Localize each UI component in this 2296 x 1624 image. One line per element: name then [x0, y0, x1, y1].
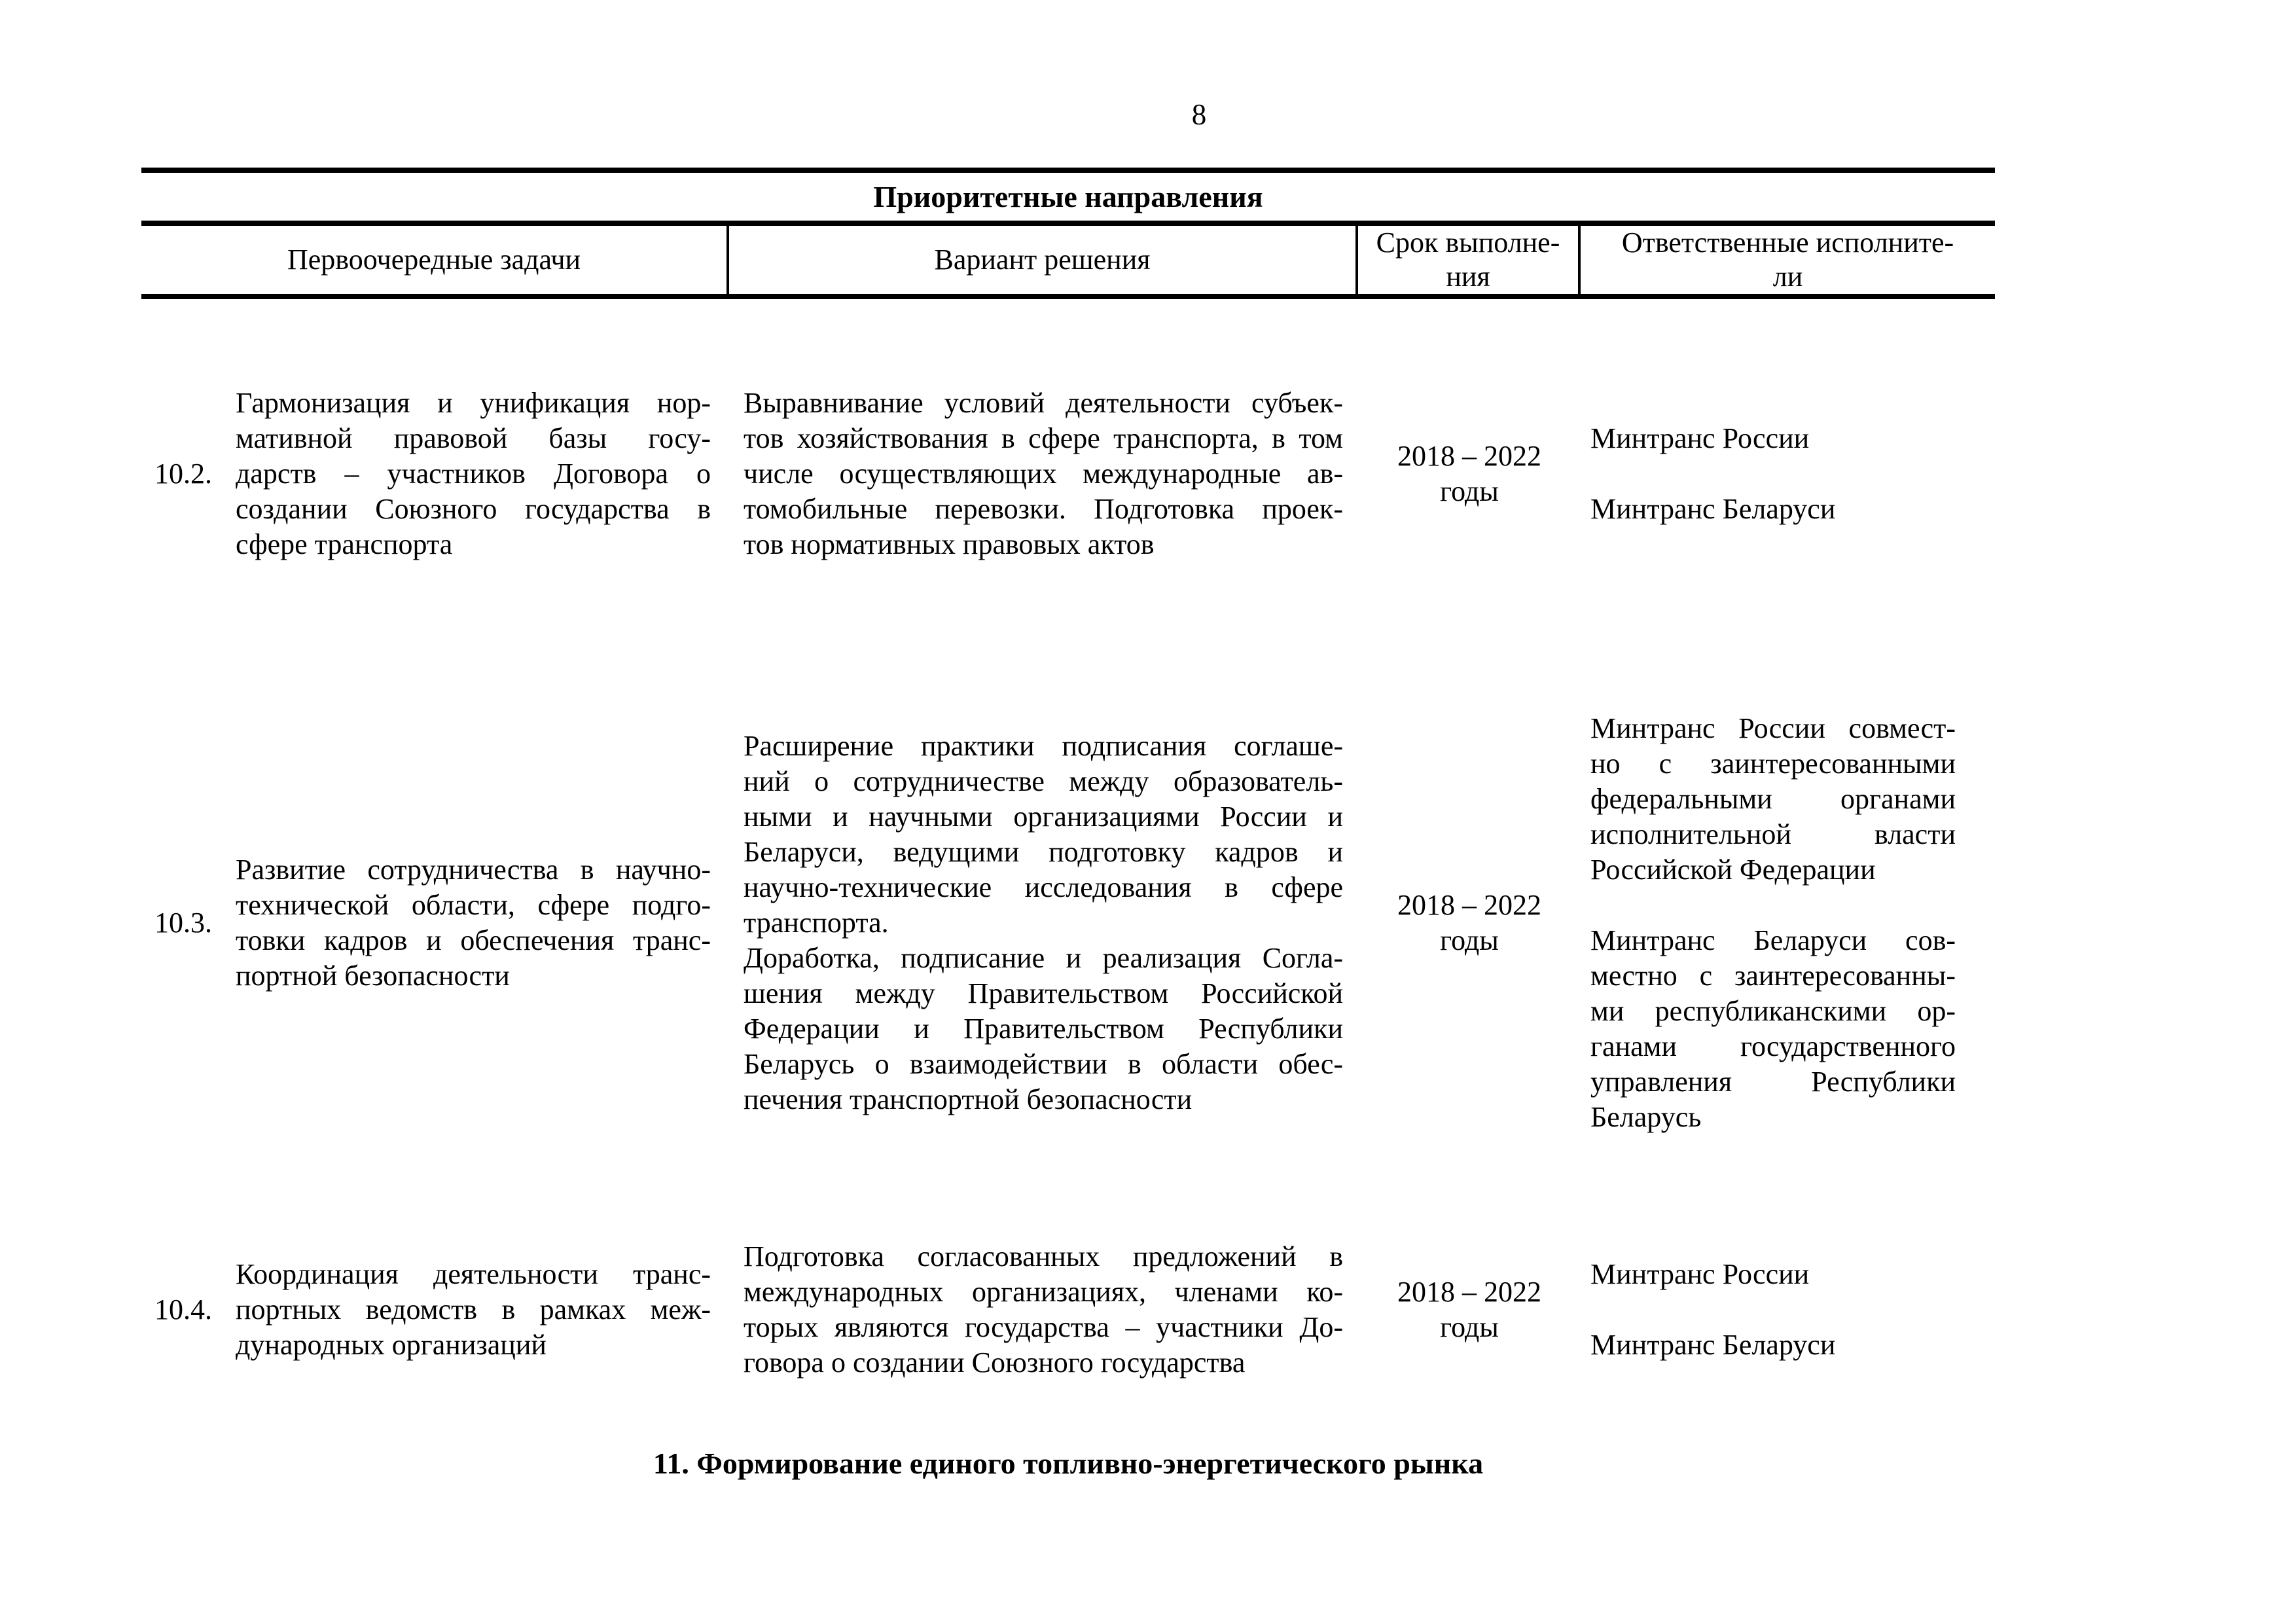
paragraph — [744, 386, 1343, 562]
paragraph — [1590, 1327, 1956, 1363]
text-line: Российской Федерации — [1590, 854, 1876, 886]
text-line: Минтранс Беларуси — [1590, 492, 1836, 525]
text-line: технической области, сфере подго- — [236, 889, 711, 921]
paragraph — [744, 729, 1343, 941]
cell-solution — [729, 299, 1358, 648]
task-text — [236, 852, 729, 994]
paragraph — [1590, 1257, 1956, 1292]
paragraph — [744, 1239, 1343, 1380]
text-line: ганами государственного — [1590, 1030, 1956, 1062]
text-line: торых являются государства – участники До- — [744, 1311, 1343, 1343]
cell-tasks — [141, 648, 729, 1198]
paragraph — [236, 852, 711, 994]
column-header-term — [1358, 226, 1581, 294]
text-line: Минтранс Беларуси — [1590, 1329, 1836, 1361]
paragraph — [1590, 923, 1956, 1135]
cell-tasks — [141, 299, 729, 648]
text-line: ли — [1772, 261, 1803, 293]
page-number: 8 — [1191, 98, 1207, 131]
table-title: Приоритетные направления — [873, 180, 1263, 213]
cell-solution — [729, 648, 1358, 1198]
text-line: 2018 – 2022 — [1397, 439, 1541, 472]
table-row-10-3 — [141, 648, 1995, 1198]
text-line: Минтранс Беларуси сов- — [1590, 924, 1956, 956]
text-line: но с заинтересованными — [1590, 748, 1956, 780]
text-line: научно-технические исследования в сфере — [744, 871, 1343, 903]
text-line: Минтранс России — [1590, 422, 1810, 454]
table-top-rule — [141, 168, 1995, 173]
text-line: годы — [1440, 1311, 1499, 1343]
text-line: Развитие сотрудничества в научно- — [236, 854, 711, 886]
text-line: Гармонизация и унификация нор- — [236, 386, 711, 419]
text-line: числе осуществляющих международные ав- — [744, 457, 1343, 490]
text-line: создании Союзного государства в — [236, 492, 711, 525]
text-line: Срок выполне- — [1376, 226, 1560, 259]
section-heading: 11. Формирование единого топливно-энергетического рынка — [653, 1447, 1484, 1480]
cell-tasks — [141, 1198, 729, 1422]
text-line: 2018 – 2022 — [1397, 1276, 1541, 1308]
header-bottom-rule — [141, 294, 1995, 299]
text-line: шения между Правительством Российской — [744, 977, 1343, 1009]
column-header-tasks — [141, 226, 729, 294]
text-line: местно с заинтересованны- — [1590, 960, 1956, 992]
text-line: 2018 – 2022 — [1397, 889, 1541, 921]
cell-term — [1358, 648, 1581, 1198]
task-text — [236, 386, 729, 562]
cell-term — [1358, 1198, 1581, 1422]
table-header-row — [141, 226, 1995, 294]
column-header-solution — [729, 226, 1358, 294]
text-line: Беларусь о взаимодействии в области обес- — [744, 1048, 1343, 1080]
row-number: 10.3. — [154, 907, 212, 939]
table-row-10-2 — [141, 299, 1995, 648]
cell-term — [1358, 299, 1581, 648]
text-line: печения транспортной безопасности — [744, 1083, 1193, 1115]
text-line: Минтранс России — [1590, 1258, 1810, 1290]
text-line: портной безопасности — [236, 960, 510, 992]
text-line: Федерации и Правительством Республики — [744, 1013, 1343, 1045]
text-line: мативной правовой базы госу- — [236, 422, 711, 454]
text-line: ми республиканскими ор- — [1590, 995, 1956, 1027]
text-line: ными и научными организациями России и — [744, 801, 1343, 833]
cell-executors — [1581, 648, 1995, 1198]
text-line: говора о создании Союзного государства — [744, 1346, 1246, 1379]
text-line: транспорта. — [744, 907, 889, 939]
text-line: международных организациях, членами ко- — [744, 1276, 1343, 1308]
text-line: ний о сотрудничестве между образователь- — [744, 765, 1343, 797]
text-line: товки кадров и обеспечения транс- — [236, 924, 711, 956]
text-line: исполнительной власти — [1590, 818, 1956, 850]
cell-solution — [729, 1198, 1358, 1422]
text-line: годы — [1440, 475, 1499, 507]
header-top-rule — [141, 221, 1995, 226]
text-line: ния — [1446, 261, 1490, 293]
text-line: Подготовка согласованных предложений в — [744, 1240, 1343, 1272]
text-line: Первоочередные задачи — [287, 244, 581, 276]
text-line: Беларусь — [1590, 1101, 1702, 1133]
paragraph — [236, 386, 711, 562]
cell-executors — [1581, 1198, 1995, 1422]
column-header-executors — [1581, 226, 1995, 294]
table-row-10-4 — [141, 1198, 1995, 1422]
text-line: томобильные перевозки. Подготовка проек- — [744, 492, 1343, 525]
text-line: дарств – участников Договора о — [236, 457, 711, 490]
row-number: 10.4. — [154, 1293, 212, 1326]
text-line: Вариант решения — [934, 244, 1151, 276]
text-line: Доработка, подписание и реализация Согла- — [744, 942, 1343, 974]
paragraph — [744, 941, 1343, 1117]
text-line: Минтранс России совмест- — [1590, 712, 1956, 744]
task-text — [236, 1257, 729, 1363]
text-line: тов хозяйствования в сфере транспорта, в том — [744, 422, 1343, 454]
text-line: Ответственные исполните- — [1621, 226, 1954, 259]
cell-executors — [1581, 299, 1995, 648]
text-line: Расширение практики подписания соглаше- — [744, 730, 1343, 762]
text-line: Координация деятельности транс- — [236, 1258, 711, 1290]
text-line: годы — [1440, 924, 1499, 956]
text-line: сфере транспорта — [236, 528, 453, 560]
paragraph — [1590, 492, 1956, 527]
row-number: 10.2. — [154, 457, 212, 490]
text-line: управления Республики — [1590, 1066, 1956, 1098]
paragraph — [236, 1257, 711, 1363]
text-line: Выравнивание условий деятельности субъек- — [744, 386, 1343, 419]
priorities-table — [141, 168, 1995, 1422]
text-line: Беларуси, ведущими подготовку кадров и — [744, 836, 1343, 868]
text-line: тов нормативных правовых актов — [744, 528, 1155, 560]
paragraph — [1590, 711, 1956, 888]
text-line: портных ведомств в рамках меж- — [236, 1293, 711, 1326]
paragraph — [1590, 421, 1956, 456]
text-line: дународных организаций — [236, 1329, 547, 1361]
text-line: федеральными органами — [1590, 783, 1956, 815]
